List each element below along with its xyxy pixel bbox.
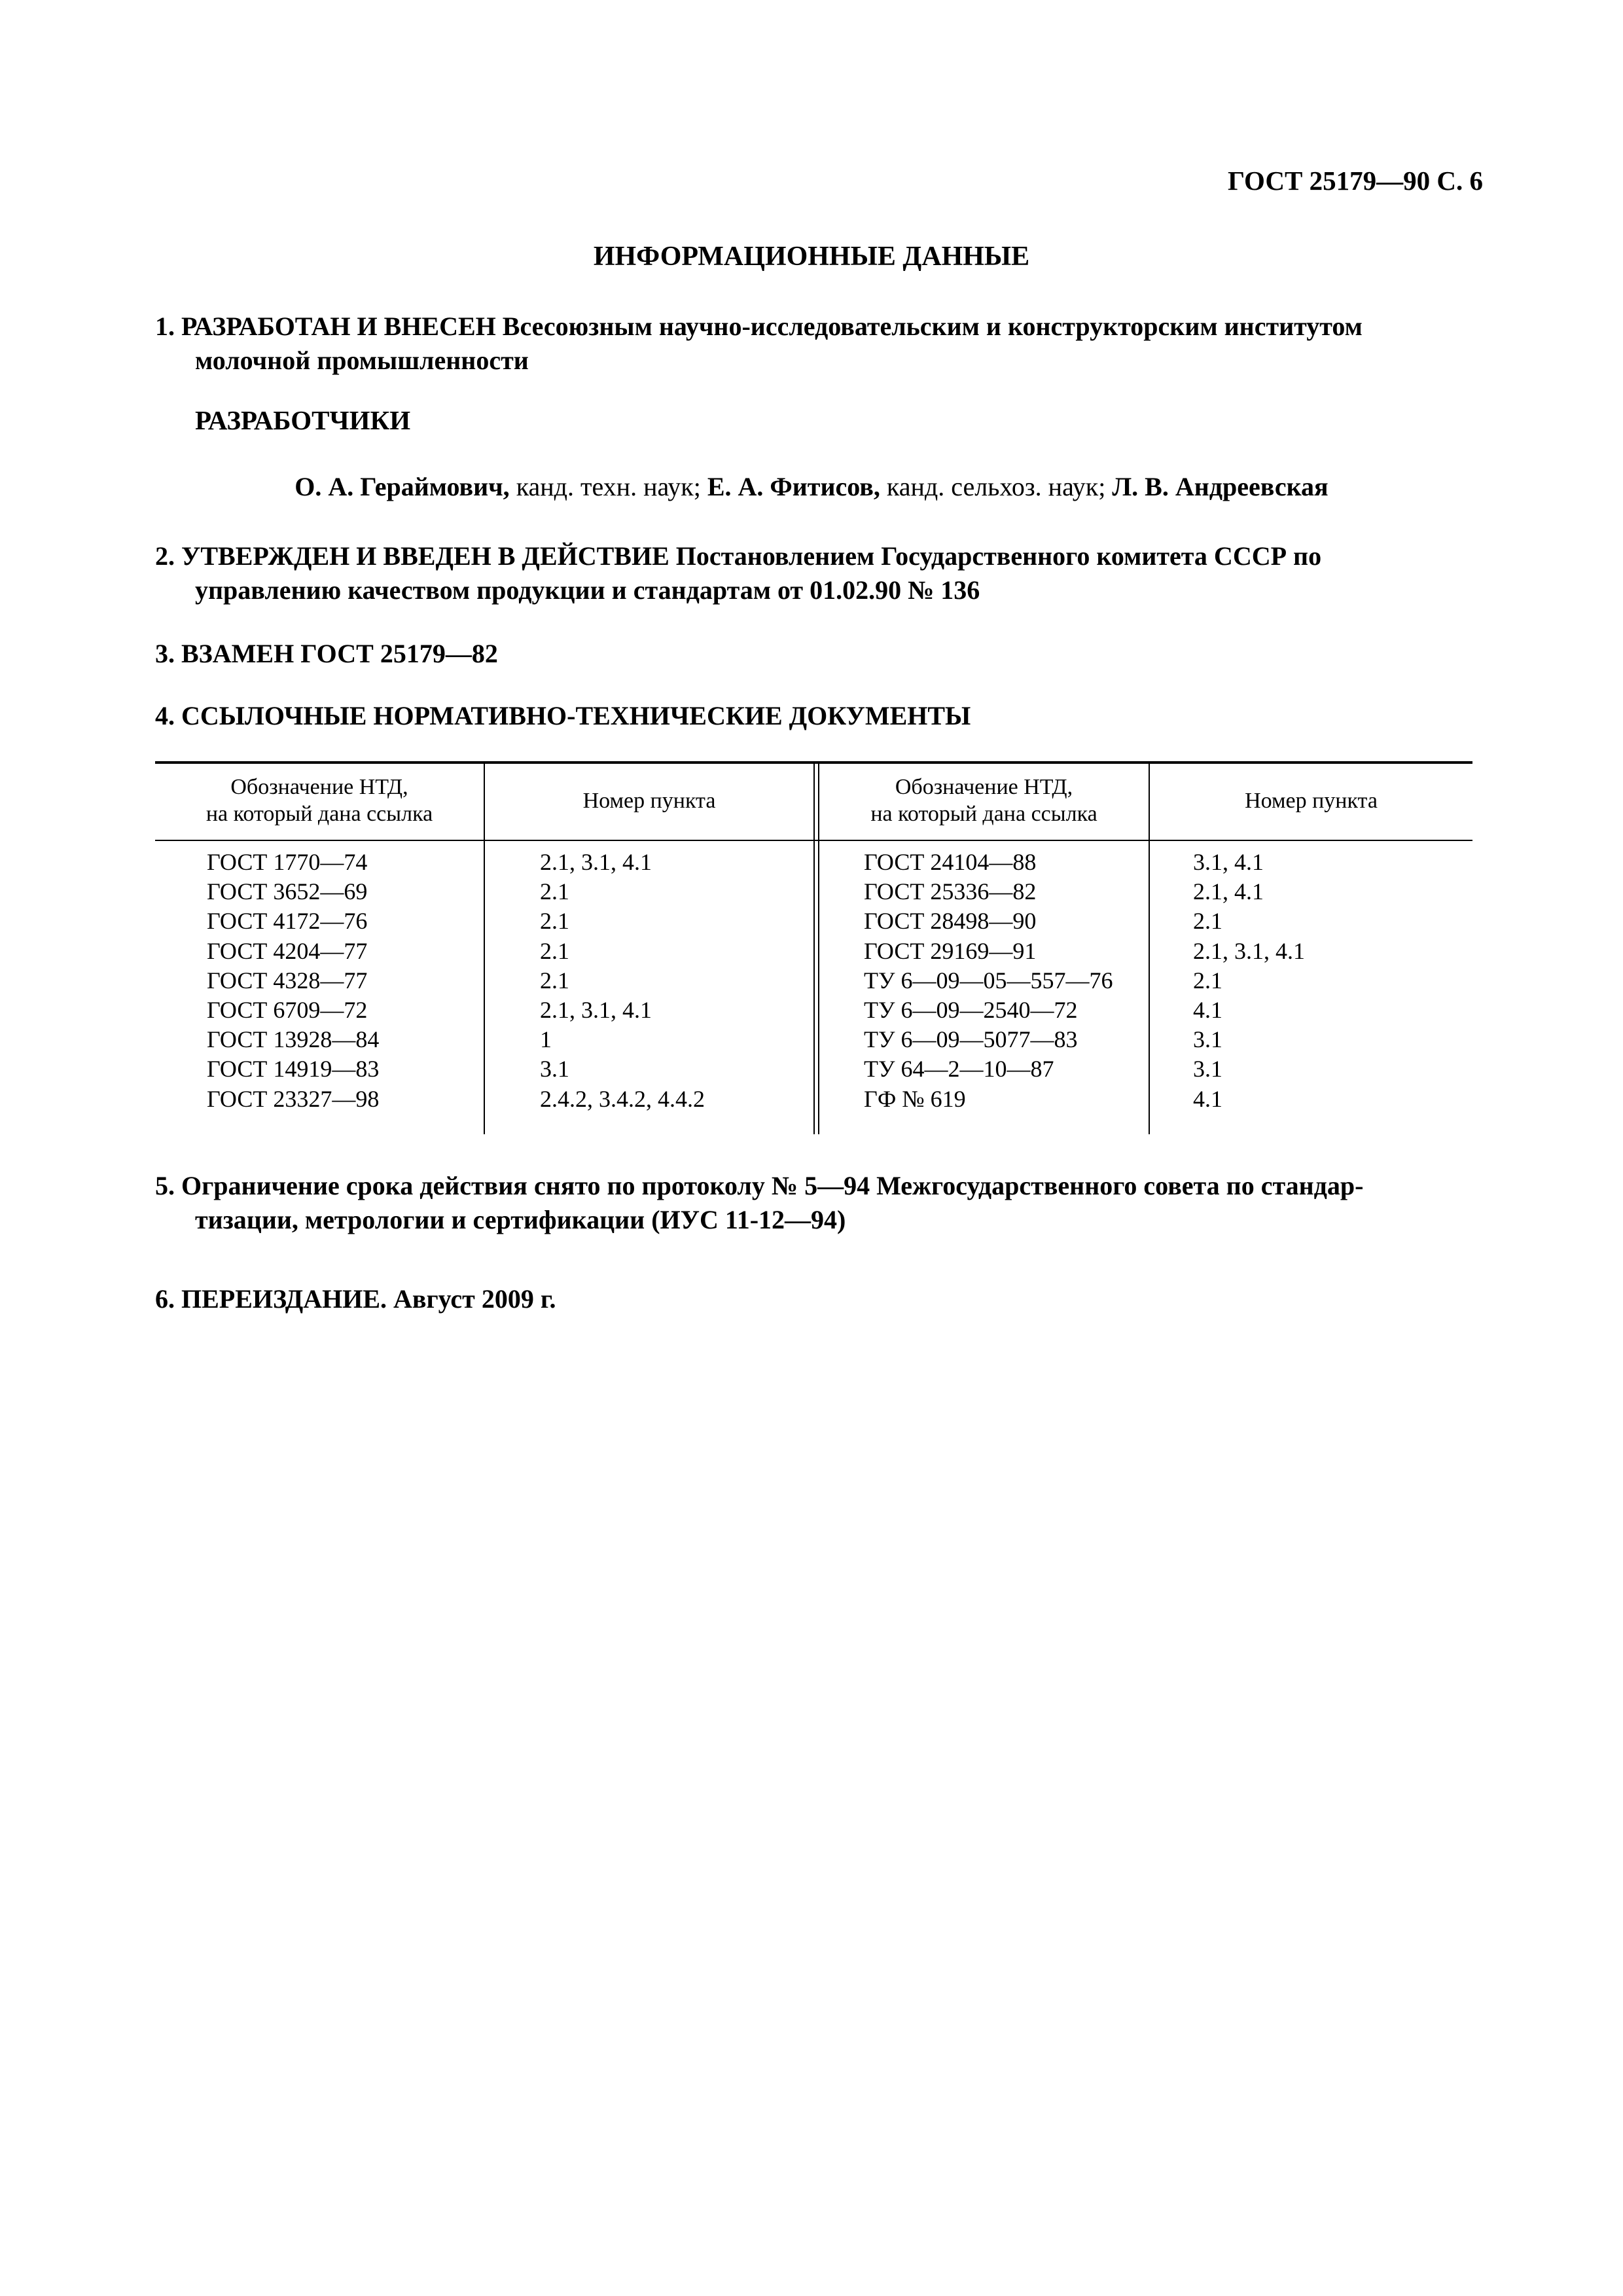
item-2-line-1: 2. УТВЕРЖДЕН И ВВЕДЕН В ДЕЙСТВИЕ Постановлением Государственного комитета СССР по xyxy=(155,541,1322,571)
table-cell: 2.1 xyxy=(1193,967,1222,994)
column-left-clauses xyxy=(540,848,705,1114)
developer-2-degree: канд. сельхоз. наук; xyxy=(880,472,1113,501)
page-title: ИНФОРМАЦИОННЫЕ ДАННЫЕ xyxy=(593,242,1030,272)
table-cell: ТУ 6—09—2540—72 xyxy=(864,996,1078,1023)
table-cell: 3.1, 4.1 xyxy=(1193,849,1264,875)
table-cell: ГОСТ 4328—77 xyxy=(207,967,368,994)
table-cell: 2.1 xyxy=(540,878,569,905)
table-cell: 1 xyxy=(540,1026,552,1053)
table-cell: 3.1 xyxy=(1193,1056,1222,1083)
table-cell: ТУ 64—2—10—87 xyxy=(864,1056,1054,1083)
developers-label: РАЗРАБОТЧИКИ xyxy=(195,405,411,435)
table-cell: ГОСТ 23327—98 xyxy=(207,1085,380,1112)
table-cell: ГФ № 619 xyxy=(864,1085,966,1112)
table-cell: 2.1, 3.1, 4.1 xyxy=(540,996,652,1023)
developer-2-name: Е. А. Фитисов, xyxy=(707,472,880,501)
developers-line xyxy=(0,471,1623,502)
table-cell: ГОСТ 4172—76 xyxy=(207,908,368,935)
item-1-line-2: молочной промышленности xyxy=(195,346,529,375)
table-cell: ГОСТ 14919—83 xyxy=(207,1056,380,1083)
table-divider-2a xyxy=(813,761,815,1134)
header-designation-left-line-2: на который дана ссылка xyxy=(205,802,433,826)
column-right-designations xyxy=(864,848,1113,1114)
table-cell: ГОСТ 6709—72 xyxy=(207,996,368,1023)
table-cell: 2.4.2, 3.4.2, 4.4.2 xyxy=(540,1085,705,1112)
table-cell: 4.1 xyxy=(1193,996,1222,1023)
header-clause-left xyxy=(485,768,813,833)
table-cell: 3.1 xyxy=(1193,1026,1222,1053)
developer-3-name: Л. В. Андреевская xyxy=(1112,472,1329,501)
table-cell: 2.1, 4.1 xyxy=(1193,878,1264,905)
table-cell: ГОСТ 4204—77 xyxy=(207,937,368,964)
item-3: 3. ВЗАМЕН ГОСТ 25179—82 xyxy=(155,639,498,668)
header-clause-right-text: Номер пункта xyxy=(1245,788,1378,813)
page-header: ГОСТ 25179—90 С. 6 xyxy=(1227,166,1483,196)
table-cell: ТУ 6—09—5077—83 xyxy=(864,1026,1078,1053)
table-cell: 2.1 xyxy=(540,937,569,964)
column-left-designations xyxy=(207,848,379,1114)
table-cell: ГОСТ 25336—82 xyxy=(864,878,1037,905)
header-clause-left-text: Номер пункта xyxy=(582,788,716,813)
item-5-line-2: тизации, метрологии и сертификации (ИУС 11-12—94) xyxy=(195,1205,846,1234)
header-designation-right xyxy=(819,768,1149,833)
item-1-line-1: 1. РАЗРАБОТАН И ВНЕСЕН Всесоюзным научно-исследовательским и конструкторским институтом xyxy=(155,312,1363,341)
developer-1-name: О. А. Гераймович, xyxy=(294,472,510,501)
item-2-line-2: управлению качеством продукции и стандартам от 01.02.90 № 136 xyxy=(195,575,980,605)
table-cell: 3.1 xyxy=(540,1056,569,1083)
table-cell: ГОСТ 24104—88 xyxy=(864,849,1037,875)
table-cell: 2.1, 3.1, 4.1 xyxy=(540,849,652,875)
table-cell: 2.1 xyxy=(540,908,569,935)
table-cell: 2.1, 3.1, 4.1 xyxy=(1193,937,1305,964)
header-designation-left-line-1: Обозначение НТД, xyxy=(230,775,408,799)
table-cell: 2.1 xyxy=(540,967,569,994)
header-designation-right-line-2: на который дана ссылка xyxy=(870,802,1097,826)
table-cell: ГОСТ 13928—84 xyxy=(207,1026,380,1053)
table-cell: ГОСТ 29169—91 xyxy=(864,937,1037,964)
table-cell: 2.1 xyxy=(1193,908,1222,935)
item-4: 4. ССЫЛОЧНЫЕ НОРМАТИВНО-ТЕХНИЧЕСКИЕ ДОКУМЕНТЫ xyxy=(155,701,971,730)
reference-table xyxy=(155,761,1472,1134)
table-cell: 4.1 xyxy=(1193,1085,1222,1112)
developer-1-degree: канд. техн. наук; xyxy=(509,472,707,501)
header-clause-right xyxy=(1150,768,1472,833)
item-6: 6. ПЕРЕИЗДАНИЕ. Август 2009 г. xyxy=(155,1284,556,1314)
table-cell: ГОСТ 28498—90 xyxy=(864,908,1037,935)
table-cell: ГОСТ 3652—69 xyxy=(207,878,368,905)
item-5-line-1: 5. Ограничение срока действия снято по протоколу № 5—94 Межгосударственного совета по стандар- xyxy=(155,1171,1364,1200)
column-right-clauses xyxy=(1193,848,1305,1114)
header-designation-left xyxy=(155,768,484,833)
table-cell: ТУ 6—09—05—557—76 xyxy=(864,967,1113,994)
header-designation-right-line-1: Обозначение НТД, xyxy=(895,775,1073,799)
table-cell: ГОСТ 1770—74 xyxy=(207,849,368,875)
